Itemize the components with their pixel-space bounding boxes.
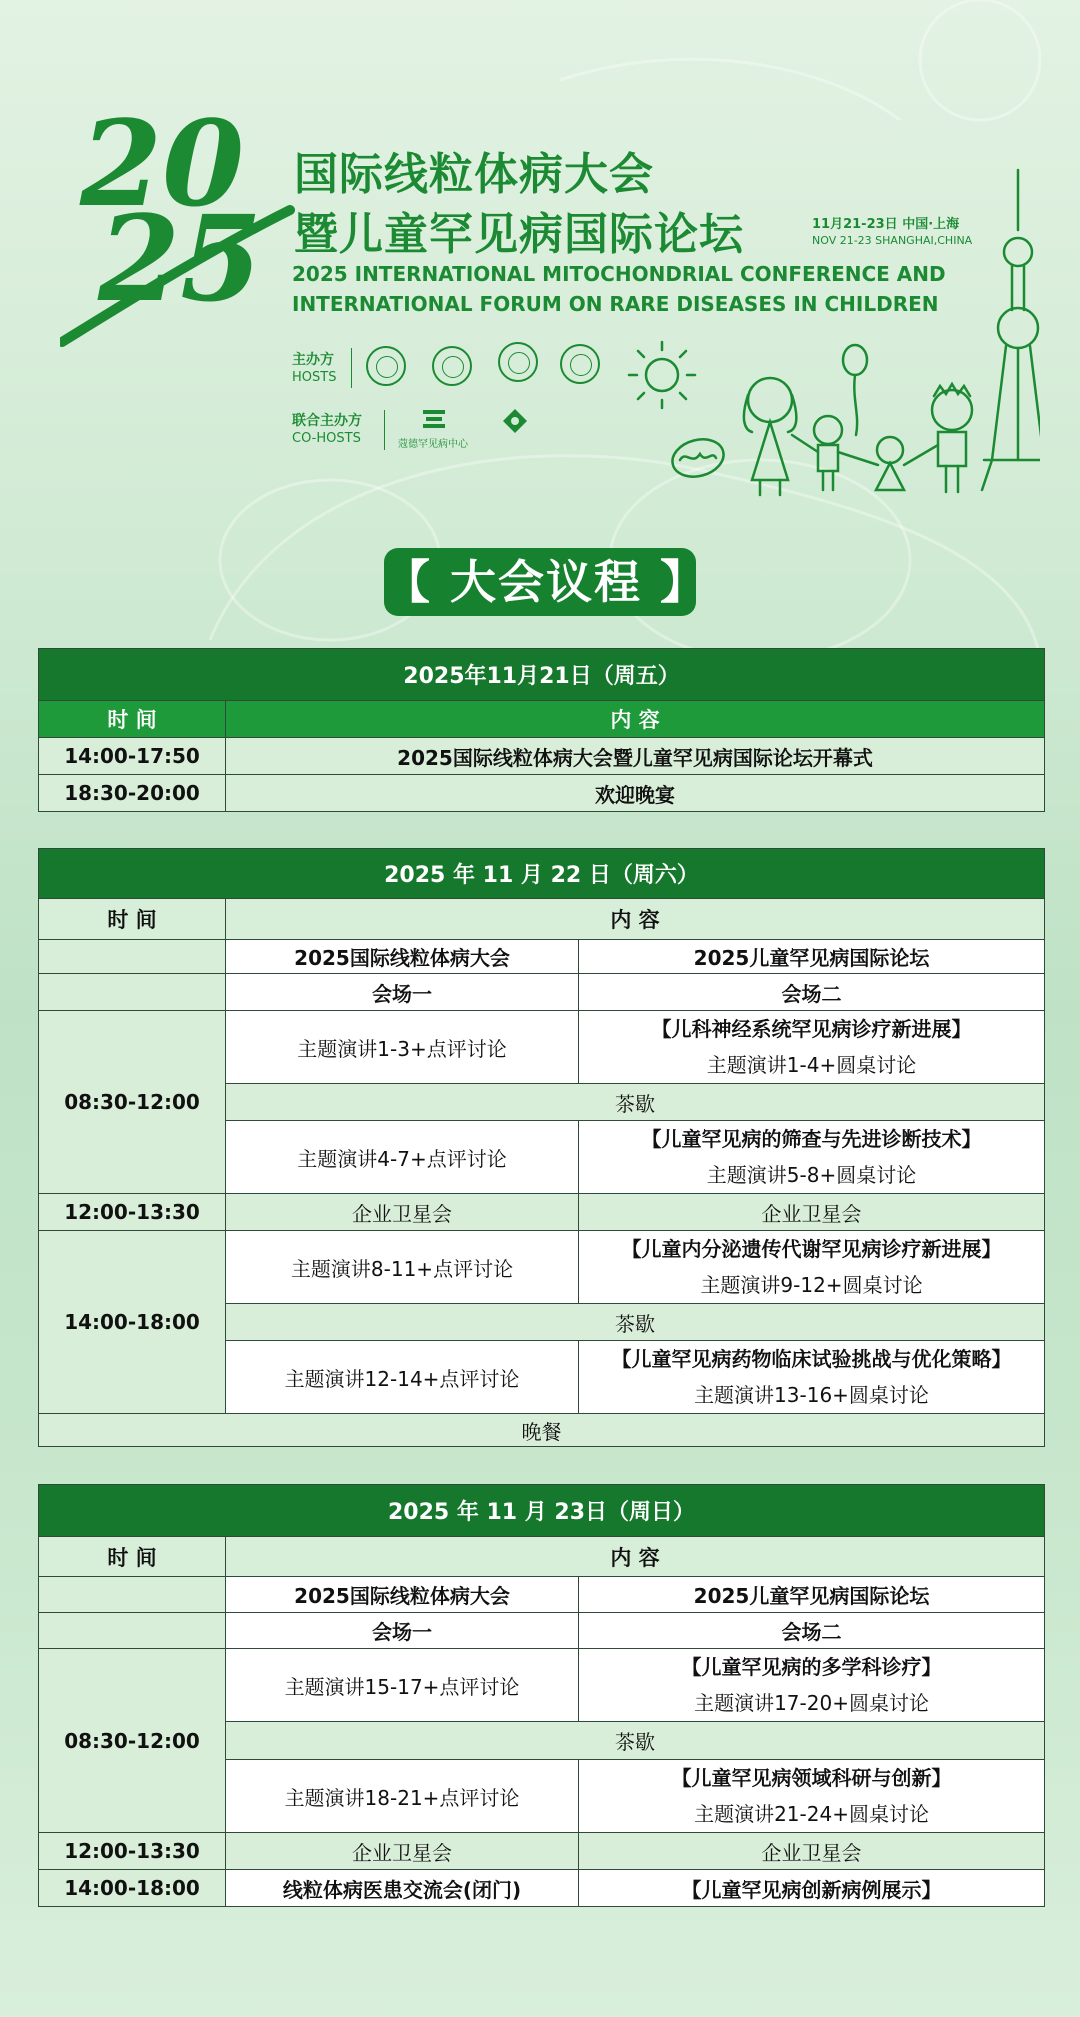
agenda-title-banner: 【 大会议程 】 xyxy=(384,548,696,616)
host-logo-2-icon xyxy=(432,346,472,386)
day2-noon-left: 企业卫星会 xyxy=(226,1194,579,1231)
day3-tea-break: 茶歇 xyxy=(226,1722,1045,1760)
day2-venue2: 会场二 xyxy=(579,974,1045,1011)
hosts-divider xyxy=(351,348,352,388)
day3-afternoon-left: 线粒体病医患交流会(闭门) xyxy=(226,1870,579,1907)
host-logo-4-icon xyxy=(560,344,600,384)
day3-track1: 2025国际线粒体病大会 xyxy=(226,1577,579,1613)
host-logo-3-icon xyxy=(498,342,538,382)
day2-noon-time: 12:00-13:30 xyxy=(39,1194,226,1231)
day3-col-time: 时 间 xyxy=(39,1537,226,1577)
cohost-logo-2-icon xyxy=(500,406,530,436)
day1-row1-content: 2025国际线粒体病大会暨儿童罕见病国际论坛开幕式 xyxy=(226,738,1045,775)
day2-session1-left: 主题演讲1-3+点评讨论 xyxy=(226,1011,579,1084)
hosts-label xyxy=(292,352,336,386)
day2-session2-right-sub: 主题演讲5-8+圆桌讨论 xyxy=(706,1163,917,1187)
day2-tea-break-2: 茶歇 xyxy=(226,1304,1045,1341)
day2-session3-left: 主题演讲8-11+点评讨论 xyxy=(226,1231,579,1304)
day2-session2-right xyxy=(579,1121,1045,1194)
cohosts-label-en: CO-HOSTS xyxy=(292,431,361,446)
day3-session1-right-title: 【儿童罕见病的多学科诊疗】 xyxy=(681,1655,942,1679)
svg-text:20: 20 xyxy=(80,110,245,233)
cohost-name: 蔻德罕见病中心 xyxy=(398,439,468,450)
day3-morning-time: 08:30-12:00 xyxy=(39,1649,226,1833)
day3-noon-right: 企业卫星会 xyxy=(579,1833,1045,1870)
day2-session3-right xyxy=(579,1231,1045,1304)
cohosts-label-cn: 联合主办方 xyxy=(292,413,362,429)
day3-schedule xyxy=(38,1484,1044,1907)
day2-morning-time: 08:30-12:00 xyxy=(39,1011,226,1194)
children-tower-illustration xyxy=(620,160,1040,500)
day2-session1-right xyxy=(579,1011,1045,1084)
day2-session4-right-sub: 主题演讲13-16+圆桌讨论 xyxy=(694,1383,929,1407)
day3-track2: 2025儿童罕见病国际论坛 xyxy=(579,1577,1045,1613)
day2-schedule xyxy=(38,848,1044,1447)
title-en-line2: INTERNATIONAL FORUM ON RARE DISEASES IN CHILDREN xyxy=(292,292,939,316)
day3-session2-right-title: 【儿童罕见病领域科研与创新】 xyxy=(671,1766,952,1790)
title-cn-line1: 国际线粒体病大会 xyxy=(294,149,654,200)
day1-row2-time: 18:30-20:00 xyxy=(39,775,226,812)
day3-session2-right-sub: 主题演讲21-24+圆桌讨论 xyxy=(694,1802,929,1826)
day2-afternoon-time: 14:00-18:00 xyxy=(39,1231,226,1414)
day2-session3-right-sub: 主题演讲9-12+圆桌讨论 xyxy=(700,1273,923,1297)
day2-venue1: 会场一 xyxy=(226,974,579,1011)
day2-date: 2025 年 11 月 22 日（周六） xyxy=(39,849,1045,899)
day1-date: 2025年11月21日（周五） xyxy=(39,649,1045,701)
day2-session2-right-title: 【儿童罕见病的筛查与先进诊断技术】 xyxy=(641,1127,982,1151)
day2-session4-left: 主题演讲12-14+点评讨论 xyxy=(226,1341,579,1414)
day1-col-time: 时 间 xyxy=(39,701,226,738)
day1-schedule xyxy=(38,648,1044,812)
cohost-logo-1-icon xyxy=(420,408,448,432)
hosts-label-en: HOSTS xyxy=(292,370,337,385)
day2-session4-right xyxy=(579,1341,1045,1414)
day2-session1-right-sub: 主题演讲1-4+圆桌讨论 xyxy=(706,1053,917,1077)
day1-row1-time: 14:00-17:50 xyxy=(39,738,226,775)
day2-col-time: 时 间 xyxy=(39,899,226,940)
hosts-label-cn: 主办方 xyxy=(292,352,334,368)
day3-noon-left: 企业卫星会 xyxy=(226,1833,579,1870)
day2-dinner: 晚餐 xyxy=(39,1414,1045,1447)
svg-text:25: 25 xyxy=(98,189,263,328)
day2-table xyxy=(38,848,1045,1447)
day3-afternoon-right: 【儿童罕见病创新病例展示】 xyxy=(579,1870,1045,1907)
day2-tea-break-1: 茶歇 xyxy=(226,1084,1045,1121)
day3-table xyxy=(38,1484,1045,1907)
day2-track-time-empty xyxy=(39,940,226,974)
day2-session2-left: 主题演讲4-7+点评讨论 xyxy=(226,1121,579,1194)
day2-venue-time-empty xyxy=(39,974,226,1011)
day3-venue1: 会场一 xyxy=(226,1613,579,1649)
day1-row2-content: 欢迎晚宴 xyxy=(226,775,1045,812)
day3-date: 2025 年 11 月 23日（周日） xyxy=(39,1485,1045,1537)
day3-venue2: 会场二 xyxy=(579,1613,1045,1649)
day1-table xyxy=(38,648,1045,812)
day2-session3-right-title: 【儿童内分泌遗传代谢罕见病诊疗新进展】 xyxy=(621,1237,1002,1261)
day2-track2: 2025儿童罕见病国际论坛 xyxy=(579,940,1045,974)
host-logo-1-icon xyxy=(366,346,406,386)
event-date-en: NOV 21-23 SHANGHAI,CHINA xyxy=(812,234,973,247)
day3-noon-time: 12:00-13:30 xyxy=(39,1833,226,1870)
day3-col-content: 内 容 xyxy=(226,1537,1045,1577)
day2-session4-right-title: 【儿童罕见病药物临床试验挑战与优化策略】 xyxy=(611,1347,1012,1371)
title-cn-line2: 暨儿童罕见病国际论坛 xyxy=(294,209,744,260)
day3-session1-left: 主题演讲15-17+点评讨论 xyxy=(226,1649,579,1722)
day2-session1-right-title: 【儿科神经系统罕见病诊疗新进展】 xyxy=(651,1017,972,1041)
day3-session1-right-sub: 主题演讲17-20+圆桌讨论 xyxy=(694,1691,929,1715)
cohosts-divider xyxy=(384,410,385,450)
day1-col-content: 内 容 xyxy=(226,701,1045,738)
day3-session1-right xyxy=(579,1649,1045,1722)
event-date-cn: 11月21-23日 中国·上海 xyxy=(812,217,960,232)
day2-noon-right: 企业卫星会 xyxy=(579,1194,1045,1231)
day3-afternoon-time: 14:00-18:00 xyxy=(39,1870,226,1907)
day3-session2-right xyxy=(579,1760,1045,1833)
day3-venue-time-empty xyxy=(39,1613,226,1649)
day3-session2-left: 主题演讲18-21+点评讨论 xyxy=(226,1760,579,1833)
title-en-line1: 2025 INTERNATIONAL MITOCHONDRIAL CONFERENCE AND xyxy=(292,262,946,286)
year-2025-logo xyxy=(60,110,300,350)
cohosts-label xyxy=(292,413,362,447)
day3-track-time-empty xyxy=(39,1577,226,1613)
day2-col-content: 内 容 xyxy=(226,899,1045,940)
day2-track1: 2025国际线粒体病大会 xyxy=(226,940,579,974)
